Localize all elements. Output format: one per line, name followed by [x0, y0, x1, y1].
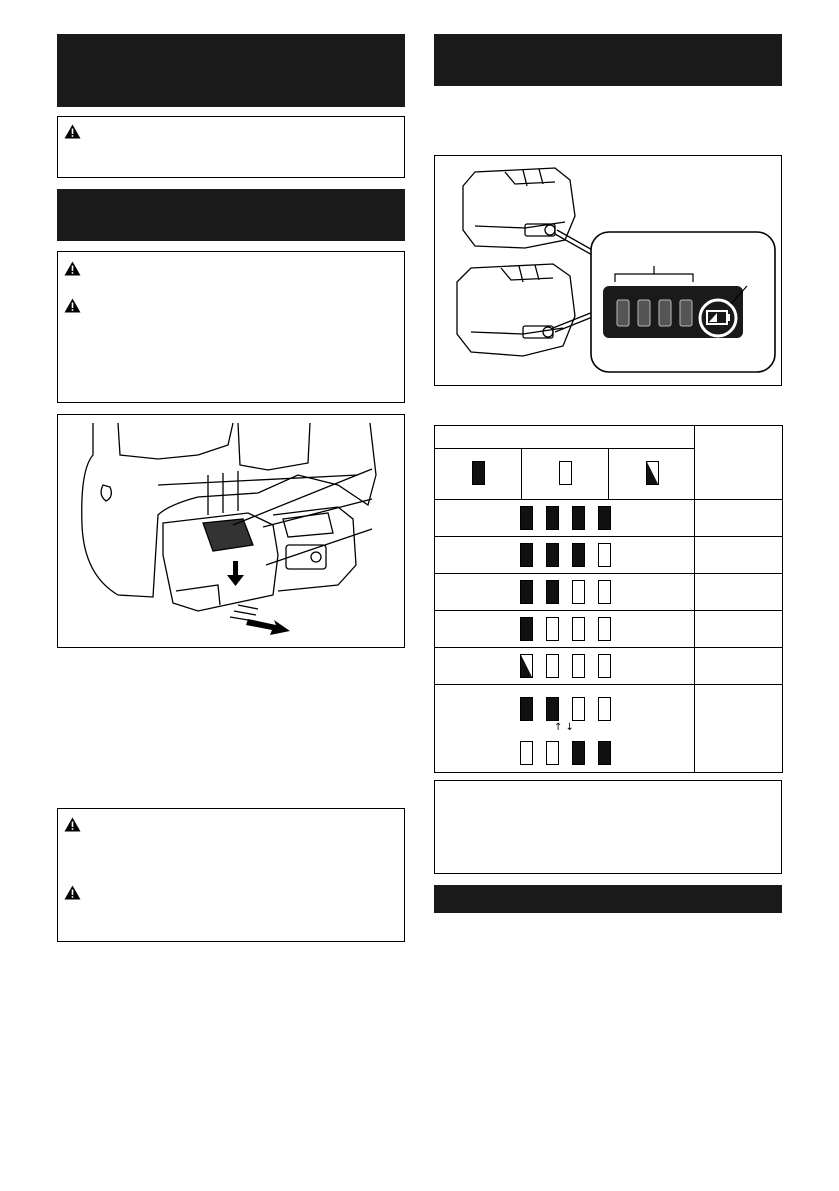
warning-box-2 [57, 251, 405, 403]
table-row [435, 648, 695, 685]
table-row [435, 611, 695, 648]
figure-battery-removal [57, 414, 405, 648]
capacity-cell [695, 648, 783, 685]
warning-triangle-icon [64, 298, 81, 313]
note-box [434, 780, 782, 874]
table-row [435, 500, 695, 537]
capacity-cell [695, 537, 783, 574]
alternating-arrows-icon: ↑ ↓ [554, 722, 574, 733]
lamp-lit-icon [546, 506, 559, 530]
table-row [435, 537, 695, 574]
lamp-off-icon [559, 461, 572, 485]
lamp-off-icon [598, 543, 611, 567]
warning-box-3 [57, 808, 405, 942]
lamp-off-icon [598, 617, 611, 641]
lamp-off-icon [572, 697, 585, 721]
lamp-off-icon [598, 580, 611, 604]
capacity-cell [695, 500, 783, 537]
lamp-off-icon [572, 654, 585, 678]
battery-removal-illustration [58, 415, 405, 648]
section-header-band-4 [434, 885, 782, 913]
lamp-blinking-icon [520, 654, 533, 678]
figure-battery-indicator [434, 155, 782, 386]
lamp-lit-icon [520, 697, 533, 721]
lamp-lit-icon [520, 506, 533, 530]
lamp-off-icon [572, 580, 585, 604]
indicator-lamps-table [434, 425, 783, 773]
legend-lit-cell [435, 449, 522, 500]
lamp-lit-icon [546, 543, 559, 567]
down-arrow-icon [227, 561, 244, 586]
lamp-lit-icon [598, 741, 611, 765]
lamp-lit-icon [572, 741, 585, 765]
lamp-off-icon [598, 654, 611, 678]
lamp-off-icon [546, 741, 559, 765]
battery-indicator-illustration [435, 156, 782, 386]
section-header-band-3 [434, 34, 782, 86]
lamp-off-icon [520, 741, 533, 765]
warning-triangle-icon [64, 885, 81, 900]
warning-box-1 [57, 116, 405, 178]
section-header-band-2 [57, 189, 405, 241]
lamp-off-icon [598, 697, 611, 721]
section-header-band-1 [57, 34, 405, 107]
lamp-lit-icon [520, 617, 533, 641]
lamp-off-icon [546, 654, 559, 678]
lamp-lit-icon [572, 543, 585, 567]
lamp-lit-icon [546, 580, 559, 604]
lamp-lit-icon [520, 580, 533, 604]
capacity-cell [695, 685, 783, 773]
capacity-cell [695, 611, 783, 648]
table-row [435, 685, 695, 773]
capacity-cell [695, 574, 783, 611]
legend-blinking-cell [609, 449, 695, 500]
remaining-capacity-header-cell [695, 426, 783, 500]
lamp-lit-icon [520, 543, 533, 567]
warning-triangle-icon [64, 817, 81, 832]
lamp-off-icon [572, 617, 585, 641]
lamp-off-icon [546, 617, 559, 641]
warning-triangle-icon [64, 124, 81, 139]
lamp-lit-icon [598, 506, 611, 530]
table-row [435, 574, 695, 611]
lamp-lit-icon [572, 506, 585, 530]
lamp-blinking-icon [646, 461, 659, 485]
warning-triangle-icon [64, 261, 81, 276]
indicator-header-cell [435, 426, 695, 449]
lamp-lit-icon [472, 461, 485, 485]
lamp-lit-icon [546, 697, 559, 721]
legend-off-cell [522, 449, 609, 500]
